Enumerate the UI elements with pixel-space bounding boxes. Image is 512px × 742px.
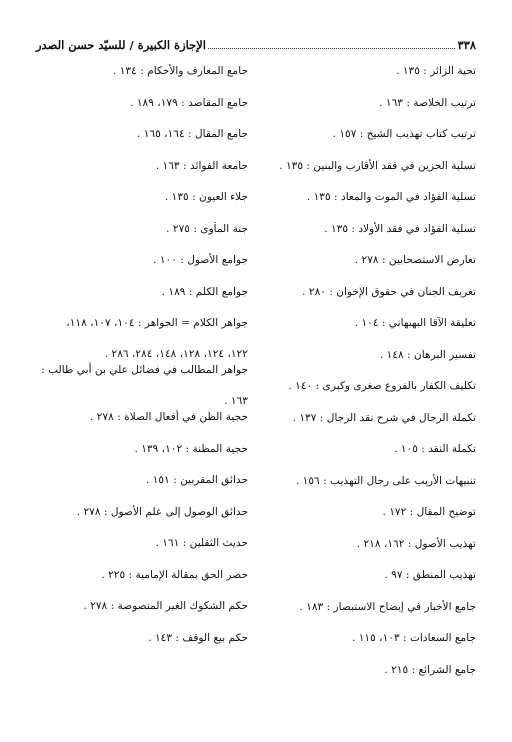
index-entry: ترتيب كتاب تهذيب الشيخ : ١٥٧ . [332, 128, 476, 140]
index-entry: تهذيب المنطق : ٩٧ . [384, 569, 476, 581]
index-entry: حجية المظنة : ١٠٢، ١٣٩ . [134, 442, 248, 455]
index-entry: جامعة الفوائد : ١٦٣ . [155, 159, 248, 172]
index-entry: جنة المأوى : ٢٧٥ . [166, 222, 248, 235]
index-entry: تعارض الاستصحابين : ٢٧٨ . [354, 254, 476, 266]
index-entry: تسلية الفؤاد في الموت والمعاد : ١٣٥ . [306, 191, 476, 203]
index-entry: جامع المقاصد : ١٧٩، ١٨٩ . [130, 96, 248, 109]
page-header [36, 32, 476, 52]
index-entry: تنبيهات الأريب على رجال التهذيب : ١٥٦ . [295, 474, 476, 487]
index-entry-continuation: ١٢٢، ١٢٤، ١٢٨، ١٤٨، ٢٨٤، ٢٨٦ . [104, 348, 248, 360]
index-entry: حديث الثقلين : ١٦١ . [155, 537, 248, 549]
index-entry: جامع المعارف والأحكام : ١٣٤ . [113, 65, 248, 77]
header-dot-leader [208, 48, 455, 49]
index-entry: حكم بيع الوقف : ١٤٣ . [148, 631, 248, 644]
index-entry: تسلية الفؤاد في فقد الأولاد : ١٣٥ . [324, 222, 476, 235]
page-number: ٣٣٨ [457, 38, 476, 52]
index-entry: تسلية الحزين في فقد الأقارب والبنين : ١٣٥ . [279, 159, 476, 172]
index-entry-line: جواهر المطالب في فضائل علي بن أبي طالب : [41, 364, 248, 376]
index-entry-wrapped [32, 316, 248, 363]
index-entry: تفسير البرهان : ١٤٨ . [379, 348, 476, 361]
index-entry: تكملة الرجال في شرح نقد الرجال : ١٣٧ . [292, 411, 476, 424]
index-entry: جامع السعادات : ١٠٣، ١١٥ . [351, 632, 476, 644]
index-entry: توضيح المقال : ١٧٢ . [382, 506, 476, 518]
index-entry: جامع الشرائع : ٢١٥ . [384, 663, 476, 676]
index-entry: تكليف الكفار بالفروع صغرى وكبرى : ١٤٠ . [288, 380, 476, 392]
index-column-left [32, 64, 248, 662]
index-entry: حجية الظن في أفعال الصلاة : ٢٧٨ . [90, 411, 248, 423]
index-entry-continuation: ١٦٣ . [224, 395, 248, 407]
index-entry: تعليقة الآقا البهبهاني : ١٠٤ . [354, 317, 476, 329]
index-entry: تكملة النقد : ١٠٥ . [394, 443, 476, 455]
index-entry-wrapped [32, 363, 248, 410]
index-entry: جامع المقال : ١٦٤، ١٦٥ . [136, 128, 248, 140]
index-entry: جلاء العيون : ١٣٥ . [164, 191, 248, 203]
index-entry: حصر الحق بمقالة الإمامية : ٢٢٥ . [101, 568, 248, 581]
running-title: الإجازة الكبيرة / للسيّد حسن الصدر [36, 38, 206, 52]
index-entry-line: جواهر الكلام = الجواهر : ١٠٤، ١٠٧، ١١٨، [66, 317, 248, 329]
index-entry: تحية الزائر : ١٣٥ . [396, 65, 476, 77]
index-column-right [248, 64, 476, 694]
index-entry: جوامع الأصول : ١٠٠ . [153, 254, 248, 266]
index-entry: جامع الأخبار في إيضاح الاستبصار : ١٨٣ . [299, 600, 476, 613]
index-entry: حدائق الوصول إلى علم الأصول : ٢٧٨ . [76, 505, 248, 518]
index-entry: جوامع الكلم : ١٨٩ . [161, 285, 248, 298]
index-entry: ترتيب الخلاصة : ١٦٣ . [379, 96, 476, 109]
index-entry: تهذيب الأصول : ١٦٢، ٢١٨ . [356, 537, 476, 550]
index-entry: تعريف الجنان في حقوق الإخوان : ٢٨٠ . [302, 285, 476, 298]
index-entry: حدائق المقربين : ١٥١ . [145, 474, 248, 486]
index-entry: حكم الشكوك الغير المنصوصة : ٢٧٨ . [83, 600, 248, 612]
